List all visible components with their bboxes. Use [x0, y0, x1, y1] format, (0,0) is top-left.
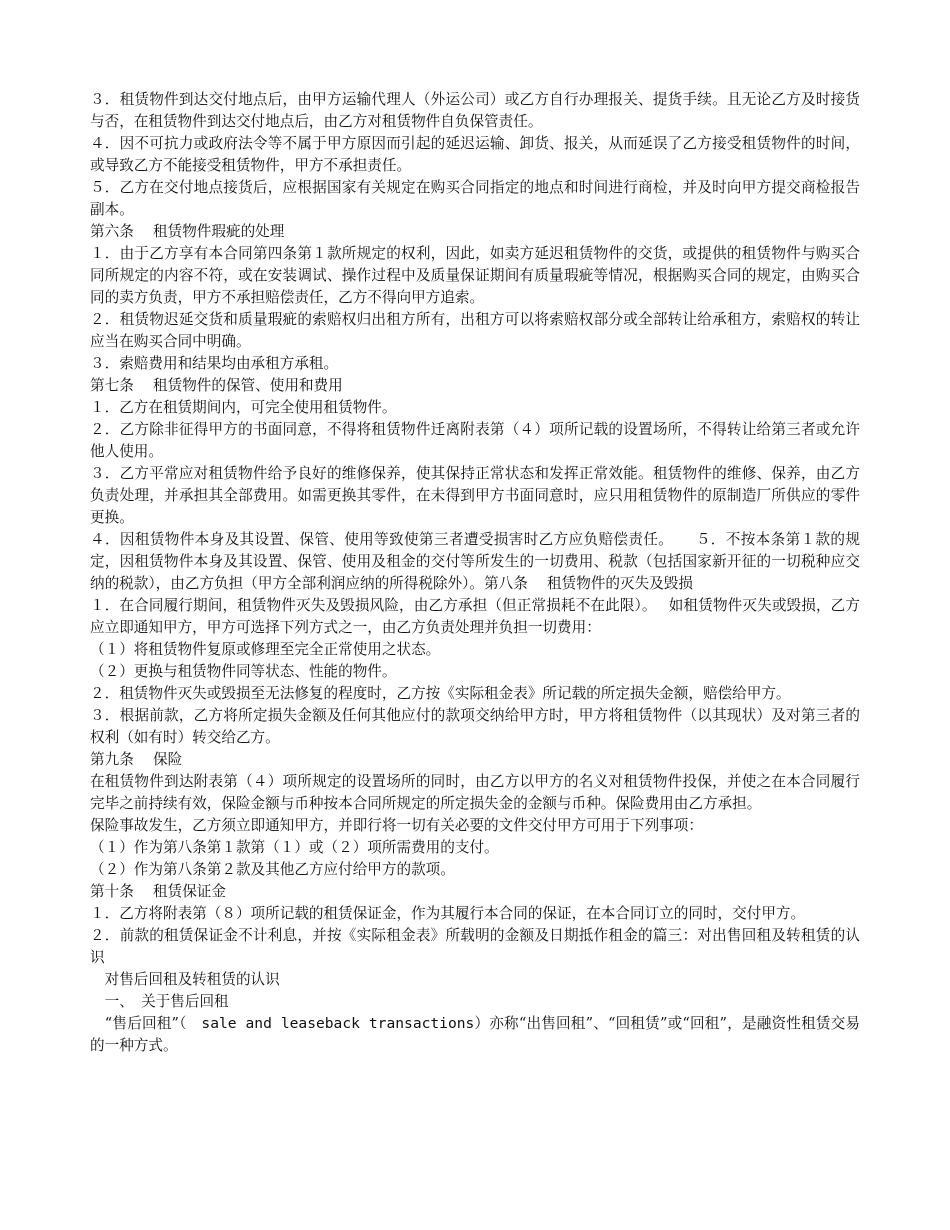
document-body — [90, 89, 860, 1057]
paragraph: １．在合同履行期间，租赁物件灭失及毁损风险，由乙方承担（但正常损耗不在此限）。 如租赁物件灭失或毁损，乙方应立即通知甲方，甲方可选择下列方式之一，由乙方负责处理并负担一切费用： — [90, 597, 860, 636]
paragraph: １．乙方在租赁期间内，可完全使用租赁物件。 — [90, 399, 397, 416]
paragraph: １．由于乙方享有本合同第四条第１款所规定的权利，因此，如卖方延迟租赁物件的交货，或提供的租赁物件与购买合同所规定的内容不符，或在安装调试、操作过程中及质量保证期间有质量瑕疵等情况，根据购买合同的规定，由购买合同的卖方负责，甲方不承担赔偿责任，乙方不得向甲方追索。 — [90, 245, 860, 306]
paragraph — [90, 1013, 860, 1057]
paragraph: ５．乙方在交付地点接货后，应根据国家有关规定在购买合同指定的地点和时间进行商检，并及时向甲方提交商检报告副本。 — [90, 179, 860, 218]
paragraph: ２．乙方除非征得甲方的书面同意，不得将租赁物件迁离附表第（４）项所记载的设置场所，不得转让给第三者或允许他人使用。 — [90, 421, 860, 460]
text-run: “售后回租”（ — [90, 1015, 202, 1032]
english-term: sale and leaseback transactions — [201, 1015, 475, 1032]
paragraph: 保险事故发生，乙方须立即通知甲方，并即行将一切有关必要的文件交付甲方可用于下列事项： — [90, 817, 703, 834]
paragraph: ４．因租赁物件本身及其设置、保管、使用等致使第三者遭受损害时乙方应负赔偿责任。 ５．不按本条第１款的规定，因租赁物件本身及其设置、保管、使用及租金的交付等所发生的一切费用、税款（包括国家新开征的一切税种应交纳的税款），由乙方负担（甲方全部利润应纳的所得税除外）。第八条 租赁物件的灭失及毁损 — [90, 531, 860, 592]
paragraph: ３．索赔费用和结果均由承租方承租。 — [90, 355, 339, 372]
list-item: （１）将租赁物件复原或修理至完全正常使用之状态。 — [90, 641, 441, 658]
paragraph: ３．租赁物件到达交付地点后，由甲方运输代理人（外运公司）或乙方自行办理报关、提货手续。且无论乙方及时接货与否，在租赁物件到达交付地点后，由乙方对租赁物件自负保管责任。 — [90, 91, 860, 130]
subsection-heading: 一、 关于售后回租 — [90, 993, 229, 1010]
section-heading: 第七条 租赁物件的保管、使用和费用 — [90, 377, 343, 394]
article-title: 对售后回租及转租赁的认识 — [90, 971, 280, 988]
paragraph: ４．因不可抗力或政府法令等不属于甲方原因而引起的延迟运输、卸货、报关，从而延误了乙方接受租赁物件的时间，或导致乙方不能接受租赁物件，甲方不承担责任。 — [90, 135, 860, 174]
paragraph: ２．租赁物件灭失或毁损至无法修复的程度时，乙方按《实际租金表》所记载的所定损失金额，赔偿给甲方。 — [90, 685, 791, 702]
section-heading: 第九条 保险 — [90, 751, 183, 768]
section-heading: 第六条 租赁物件瑕疵的处理 — [90, 223, 285, 240]
text-run: ）亦称“出售回租”、“回租赁”或“回租”，是融资性租赁交易的一种方式。 — [90, 1015, 860, 1054]
paragraph: ２．前款的租赁保证金不计利息，并按《实际租金表》所载明的金额及日期抵作租金的篇三：对出售回租及转租赁的认识 — [90, 927, 860, 966]
paragraph: ３．乙方平常应对租赁物件给予良好的维修保养，使其保持正常状态和发挥正常效能。租赁物件的维修、保养，由乙方负责处理，并承担其全部费用。如需更换其零件，在未得到甲方书面同意时，应只用租赁物件的原制造厂所供应的零件更换。 — [90, 465, 860, 526]
paragraph: ２．租赁物迟延交货和质量瑕疵的索赔权归出租方所有，出租方可以将索赔权部分或全部转让给承租方，索赔权的转让应当在购买合同中明确。 — [90, 311, 860, 350]
list-item: （２）更换与租赁物件同等状态、性能的物件。 — [90, 663, 397, 680]
section-heading: 第十条 租赁保证金 — [90, 883, 226, 900]
list-item: （１）作为第八条第１款第（１）或（２）项所需费用的支付。 — [90, 839, 499, 856]
list-item: （２）作为第八条第２款及其他乙方应付给甲方的款项。 — [90, 861, 455, 878]
paragraph: １．乙方将附表第（８）项所记载的租赁保证金，作为其履行本合同的保证，在本合同订立的同时，交付甲方。 — [90, 905, 806, 922]
paragraph: 在租赁物件到达附表第（４）项所规定的设置场所的同时，由乙方以甲方的名义对租赁物件投保，并使之在本合同履行完毕之前持续有效，保险金额与币种按本合同所规定的所定损失金的金额与币种。保险费用由乙方承担。 — [90, 773, 860, 812]
paragraph: ３．根据前款，乙方将所定损失金额及任何其他应付的款项交纳给甲方时，甲方将租赁物件（以其现状）及对第三者的权利（如有时）转交给乙方。 — [90, 707, 860, 746]
